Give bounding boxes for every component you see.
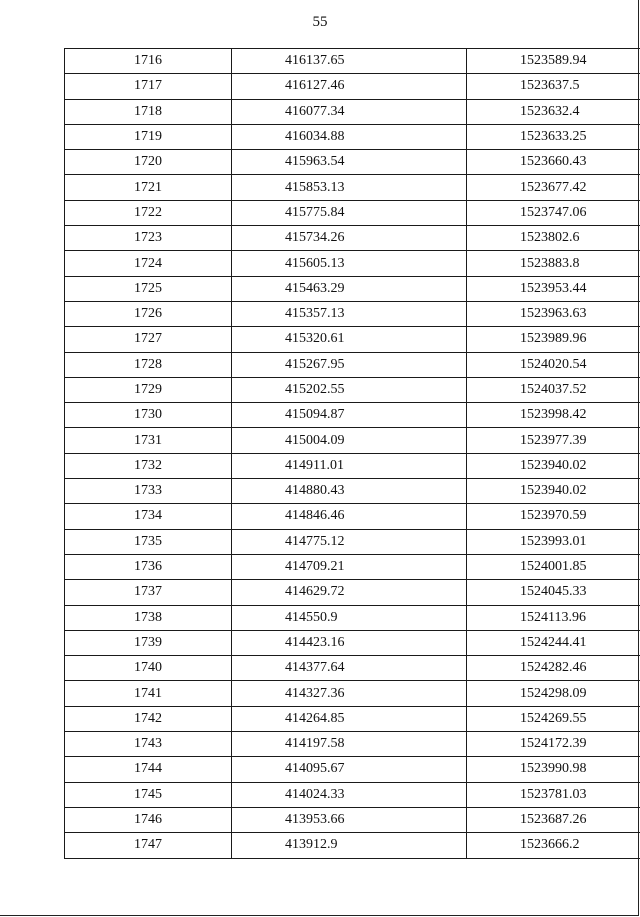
x-coordinate-cell: 414846.46: [232, 504, 467, 529]
y-coordinate-cell: 1523687.26: [467, 807, 640, 832]
table-row: [65, 656, 640, 681]
y-coordinate-cell: 1523589.94: [467, 49, 640, 74]
point-number-cell: 1720: [65, 150, 232, 175]
point-number-cell: 1734: [65, 504, 232, 529]
point-number-cell: 1735: [65, 529, 232, 554]
point-number-cell: 1719: [65, 124, 232, 149]
point-number-cell: 1724: [65, 251, 232, 276]
point-number-cell: 1738: [65, 605, 232, 630]
x-coordinate-cell: 414550.9: [232, 605, 467, 630]
x-coordinate-cell: 415004.09: [232, 428, 467, 453]
x-coordinate-cell: 415605.13: [232, 251, 467, 276]
y-coordinate-cell: 1524001.85: [467, 554, 640, 579]
table-row: [65, 605, 640, 630]
page-number: 55: [312, 14, 328, 30]
x-coordinate-cell: 415463.29: [232, 276, 467, 301]
x-coordinate-cell: 415202.55: [232, 377, 467, 402]
x-coordinate-cell: 414423.16: [232, 630, 467, 655]
x-coordinate-cell: 414197.58: [232, 732, 467, 757]
x-coordinate-cell: 414095.67: [232, 757, 467, 782]
x-coordinate-cell: 415094.87: [232, 403, 467, 428]
y-coordinate-cell: 1523637.5: [467, 74, 640, 99]
y-coordinate-cell: 1523998.42: [467, 403, 640, 428]
point-number-cell: 1747: [65, 833, 232, 858]
x-coordinate-cell: 414024.33: [232, 782, 467, 807]
y-coordinate-cell: 1523953.44: [467, 276, 640, 301]
table-row: [65, 529, 640, 554]
table-row: [65, 732, 640, 757]
x-coordinate-cell: 416034.88: [232, 124, 467, 149]
x-coordinate-cell: 415734.26: [232, 226, 467, 251]
y-coordinate-cell: 1523883.8: [467, 251, 640, 276]
table-row: [65, 706, 640, 731]
y-coordinate-cell: 1524172.39: [467, 732, 640, 757]
table-row: [65, 200, 640, 225]
y-coordinate-cell: 1523993.01: [467, 529, 640, 554]
y-coordinate-cell: 1524282.46: [467, 656, 640, 681]
point-number-cell: 1726: [65, 301, 232, 326]
table-row: [65, 49, 640, 74]
table-row: [65, 479, 640, 504]
y-coordinate-cell: 1524113.96: [467, 605, 640, 630]
point-number-cell: 1733: [65, 479, 232, 504]
table-row: [65, 226, 640, 251]
x-coordinate-cell: 415267.95: [232, 352, 467, 377]
y-coordinate-cell: 1524298.09: [467, 681, 640, 706]
table-row: [65, 580, 640, 605]
coordinates-table-body: [65, 49, 640, 859]
y-coordinate-cell: 1523781.03: [467, 782, 640, 807]
y-coordinate-cell: 1523747.06: [467, 200, 640, 225]
y-coordinate-cell: 1524037.52: [467, 377, 640, 402]
table-row: [65, 554, 640, 579]
y-coordinate-cell: 1523963.63: [467, 301, 640, 326]
y-coordinate-cell: 1523660.43: [467, 150, 640, 175]
y-coordinate-cell: 1523802.6: [467, 226, 640, 251]
point-number-cell: 1746: [65, 807, 232, 832]
table-row: [65, 403, 640, 428]
x-coordinate-cell: 414629.72: [232, 580, 467, 605]
point-number-cell: 1717: [65, 74, 232, 99]
point-number-cell: 1737: [65, 580, 232, 605]
point-number-cell: 1723: [65, 226, 232, 251]
y-coordinate-cell: 1523677.42: [467, 175, 640, 200]
point-number-cell: 1730: [65, 403, 232, 428]
point-number-cell: 1729: [65, 377, 232, 402]
x-coordinate-cell: 414264.85: [232, 706, 467, 731]
table-row: [65, 276, 640, 301]
table-row: [65, 150, 640, 175]
y-coordinate-cell: 1523977.39: [467, 428, 640, 453]
x-coordinate-cell: 414775.12: [232, 529, 467, 554]
point-number-cell: 1742: [65, 706, 232, 731]
point-number-cell: 1721: [65, 175, 232, 200]
table-row: [65, 681, 640, 706]
point-number-cell: 1722: [65, 200, 232, 225]
x-coordinate-cell: 415357.13: [232, 301, 467, 326]
point-number-cell: 1732: [65, 453, 232, 478]
table-row: [65, 428, 640, 453]
x-coordinate-cell: 415775.84: [232, 200, 467, 225]
point-number-cell: 1744: [65, 757, 232, 782]
point-number-cell: 1736: [65, 554, 232, 579]
table-row: [65, 124, 640, 149]
table-row: [65, 453, 640, 478]
y-coordinate-cell: 1523990.98: [467, 757, 640, 782]
coordinates-table: [64, 48, 640, 859]
point-number-cell: 1739: [65, 630, 232, 655]
point-number-cell: 1741: [65, 681, 232, 706]
point-number-cell: 1731: [65, 428, 232, 453]
x-coordinate-cell: 413953.66: [232, 807, 467, 832]
x-coordinate-cell: 414377.64: [232, 656, 467, 681]
y-coordinate-cell: 1524269.55: [467, 706, 640, 731]
x-coordinate-cell: 415853.13: [232, 175, 467, 200]
table-row: [65, 807, 640, 832]
x-coordinate-cell: 414709.21: [232, 554, 467, 579]
table-row: [65, 99, 640, 124]
y-coordinate-cell: 1524045.33: [467, 580, 640, 605]
x-coordinate-cell: 415963.54: [232, 150, 467, 175]
x-coordinate-cell: 416077.34: [232, 99, 467, 124]
point-number-cell: 1740: [65, 656, 232, 681]
point-number-cell: 1718: [65, 99, 232, 124]
table-row: [65, 757, 640, 782]
x-coordinate-cell: 416137.65: [232, 49, 467, 74]
point-number-cell: 1725: [65, 276, 232, 301]
table-row: [65, 301, 640, 326]
table-row: [65, 630, 640, 655]
table-row: [65, 251, 640, 276]
x-coordinate-cell: 414327.36: [232, 681, 467, 706]
table-row: [65, 352, 640, 377]
y-coordinate-cell: 1523940.02: [467, 479, 640, 504]
point-number-cell: 1716: [65, 49, 232, 74]
point-number-cell: 1745: [65, 782, 232, 807]
table-row: [65, 782, 640, 807]
y-coordinate-cell: 1523666.2: [467, 833, 640, 858]
x-coordinate-cell: 414911.01: [232, 453, 467, 478]
point-number-cell: 1728: [65, 352, 232, 377]
y-coordinate-cell: 1523940.02: [467, 453, 640, 478]
table-row: [65, 74, 640, 99]
x-coordinate-cell: 414880.43: [232, 479, 467, 504]
y-coordinate-cell: 1523970.59: [467, 504, 640, 529]
point-number-cell: 1727: [65, 327, 232, 352]
x-coordinate-cell: 413912.9: [232, 833, 467, 858]
table-row: [65, 504, 640, 529]
table-row: [65, 377, 640, 402]
y-coordinate-cell: 1523632.4: [467, 99, 640, 124]
table-row: [65, 175, 640, 200]
x-coordinate-cell: 416127.46: [232, 74, 467, 99]
y-coordinate-cell: 1524020.54: [467, 352, 640, 377]
table-row: [65, 833, 640, 858]
y-coordinate-cell: 1523989.96: [467, 327, 640, 352]
y-coordinate-cell: 1523633.25: [467, 124, 640, 149]
y-coordinate-cell: 1524244.41: [467, 630, 640, 655]
x-coordinate-cell: 415320.61: [232, 327, 467, 352]
table-row: [65, 327, 640, 352]
point-number-cell: 1743: [65, 732, 232, 757]
